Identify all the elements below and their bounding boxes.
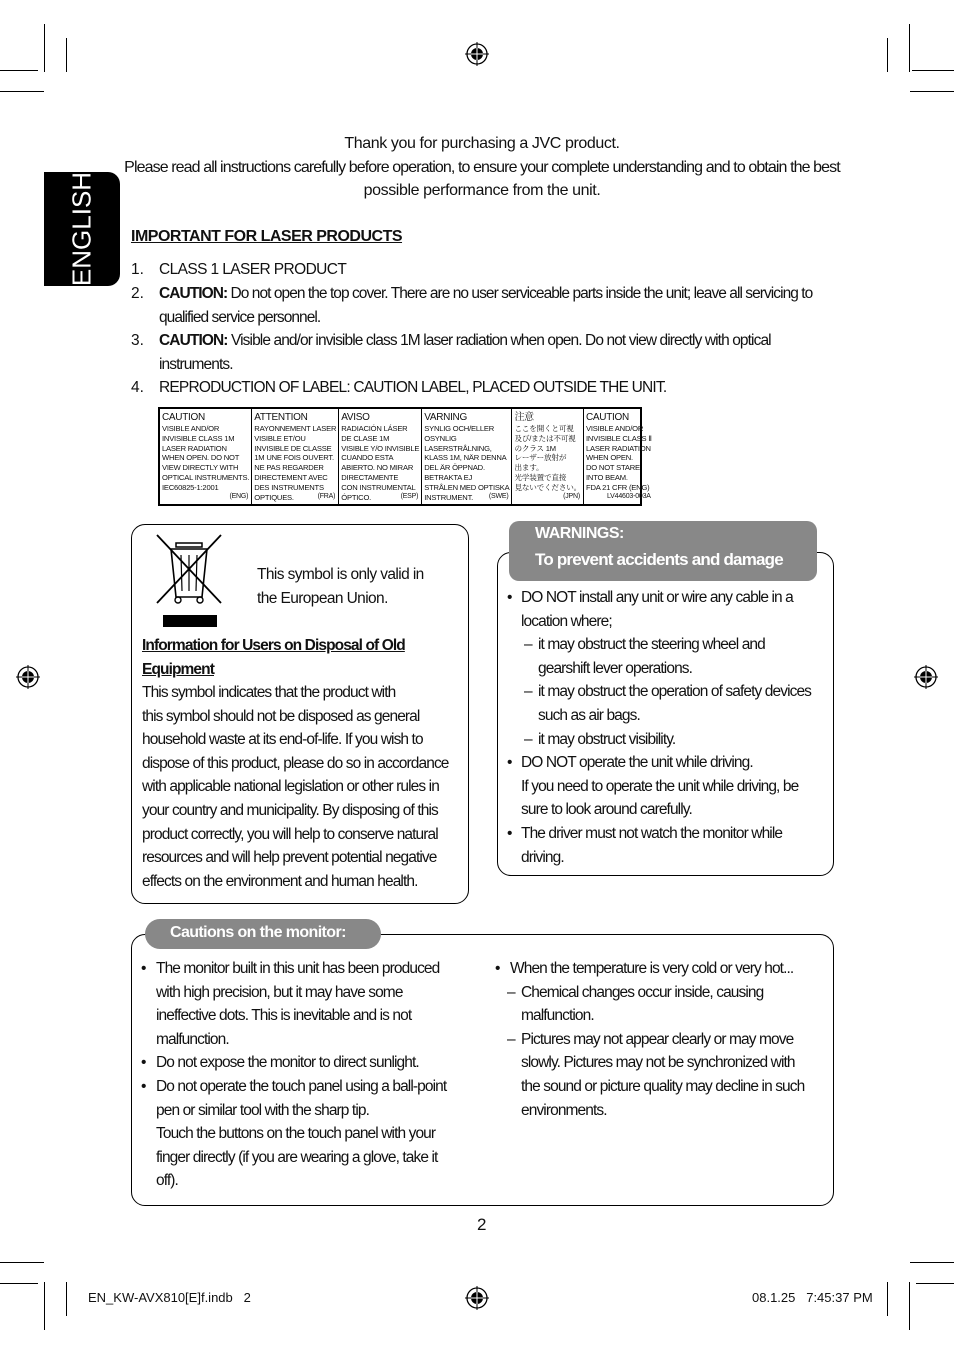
list-item-text: Pictures may not appear clearly or may move [521,1030,794,1048]
label-cell-heading: CAUTION [162,412,205,423]
crop-mark [0,70,38,71]
footer-file-info: EN_KW-AVX810[E]f.indb 2 [88,1290,251,1305]
registration-mark-icon [914,665,938,689]
crop-mark [0,1283,38,1284]
list-item-text: it may obstruct the steering wheel and [538,636,765,654]
list-item-text: the sound or picture quality may decline in such [521,1077,805,1095]
label-cell-heading: 注意 [514,412,534,423]
list-item [507,751,827,775]
label-cell-line: VISIBLE Y/O INVISIBLE [341,443,420,453]
crop-mark [916,1283,954,1284]
list-item [495,1028,825,1052]
list-item [507,610,827,634]
disposal-body [142,681,468,893]
label-cell-line: WHEN OPEN. [586,453,633,463]
list-item-text: Do not expose the monitor to direct sunlight. [156,1054,419,1072]
disposal-body-line: product correctly, you will help to conserve natural [142,825,438,843]
label-cell [422,409,512,504]
bullet-marker: • [141,960,146,977]
list-item-text: pen or similar tool with the sharp tip. [156,1101,370,1119]
list-item [141,1028,471,1052]
monitor-cautions-title: Cautions on the monitor: [170,924,346,941]
label-cell-line: RADIACIÓN LÁSER [341,424,408,433]
crop-mark [0,91,44,92]
label-cell-line: INSTRUMENT. [424,492,474,502]
label-cell-line: DES INSTRUMENTS [254,482,324,492]
bullet-marker: • [507,824,512,842]
crop-mark [44,24,45,72]
list-item-text: driving. [521,848,564,866]
laser-item-line: REPRODUCTION OF LABEL: CAUTION LABEL, PLACED OUTSIDE THE UNIT. [159,379,667,396]
label-cell-line: VISIBLE AND/OR [162,424,220,433]
label-cell-line: INVISIBLE CLASS 1M [162,433,235,443]
label-cell-line: DIRECTAMENTE [341,472,399,482]
label-cell-line: IEC60825-1:2001 [162,482,219,492]
list-item-text: When the temperature is very cold or very hot... [510,960,794,977]
label-cell-language-code: (FRA) [317,493,336,501]
crop-mark [66,38,67,72]
list-item [507,586,827,610]
label-cell-line: OSYNLIG [424,433,457,443]
intro-line: Thank you for purchasing a JVC product. [344,135,620,152]
list-item [141,1169,471,1193]
bullet-marker: • [495,960,500,977]
list-item [141,1075,471,1099]
disposal-title-line: Information for Users on Disposal of Old [142,637,405,654]
list-item [507,822,827,846]
label-cell-line: INVISIBLE CLASS Ⅱ [586,433,652,443]
label-cell-line: INVISIBLE DE CLASSE [254,443,332,453]
label-cell-heading: AVISO [341,412,370,423]
list-item [495,1051,825,1075]
dash-marker: – [524,683,533,701]
list-item-text: environments. [521,1101,607,1119]
disposal-body-line: household waste at its end-of-life. If you wish to [142,731,423,749]
list-item [141,981,471,1005]
disposal-body-line: your country and municipality. By disposing of this [142,801,438,819]
disposal-body-line: effects on the environment and human health. [142,872,418,890]
label-cell [584,409,654,504]
label-cell [252,409,339,504]
label-cell-line: 見ないでください。 [514,482,582,492]
disposal-body-line: resources and will help prevent potential negative [142,849,437,867]
label-cell-line: NE PAS REGARDER [254,463,324,473]
laser-item-number: 2. [131,285,144,302]
registration-mark-icon [465,1286,489,1310]
label-cell-line: ここを開くと可視 [514,424,574,433]
bullet-marker: • [507,754,512,772]
disposal-body-line: this symbol should not be disposed as general [142,707,420,725]
warnings-title: WARNINGS: [535,525,624,542]
list-item-text: such as air bags. [538,706,640,724]
label-cell-heading: CAUTION [586,412,629,423]
laser-item-text [159,282,939,329]
label-cell-line: WHEN OPEN. DO NOT [162,453,240,463]
laser-heading: IMPORTANT FOR LASER PRODUCTS [131,228,403,245]
list-item-text: If you need to operate the unit while driving, be [521,777,799,795]
caution-label-table [158,407,652,506]
caution-label: CAUTION: [159,285,228,302]
list-item-text: sure to look around carefully. [521,801,692,819]
label-cell-line: RAYONNEMENT LASER [254,424,337,433]
laser-item-line: qualified service personnel. [159,308,321,326]
label-cell-line: ABIERTO. NO MIRAR [341,463,414,473]
list-item-text: off). [156,1172,178,1190]
label-cell-line: SYNLIG OCH/ELLER [424,424,495,433]
list-item [141,1099,471,1123]
label-cell-heading: VARNING [424,412,467,423]
list-item [507,680,827,704]
label-cell-line: 光学装置で直接 [514,472,567,482]
list-item [141,1146,471,1170]
list-item-text: slowly. Pictures may not be synchronized with [521,1054,795,1072]
label-cell-line: 1M UNE FOIS OUVERT. [254,453,334,463]
label-cell-line: OPTICAL INSTRUMENTS. [162,472,250,482]
label-cell-line: ÓPTICO. [341,492,372,502]
label-cell-line: BETRAKTA EJ [424,472,473,482]
list-item [507,633,827,657]
label-cell [339,409,422,504]
monitor-cautions-header [145,919,381,949]
intro-text [100,132,864,203]
laser-item-text [159,376,939,400]
warnings-header [509,521,817,581]
label-cell-line: FDA 21 CFR (ENG) [586,482,650,492]
crop-mark [912,70,954,71]
crop-mark [66,1282,67,1316]
list-item [495,1099,825,1123]
list-item [141,1122,471,1146]
label-cell-line: DO NOT STARE [586,463,640,473]
laser-item-number: 4. [131,379,144,396]
label-cell-line: STRÅLEN MED OPTISKA [424,482,510,492]
crop-mark [910,91,954,92]
bullet-marker: • [141,1054,146,1072]
label-cell-line: LASER RADIATION [586,443,651,453]
list-item-text: DO NOT operate the unit while driving. [521,754,753,772]
disposal-title-line: Equipment [142,660,214,678]
list-item [141,1051,471,1075]
label-cell-line: KLASS 1M, NÄR DENNA [424,453,507,463]
disposal-body-line: This symbol indicates that the product with [142,684,396,701]
list-item-text: The driver must not watch the monitor while [521,824,783,842]
list-item-text: Chemical changes occur inside, causing [521,983,764,1001]
disposal-title [142,634,462,681]
laser-item-number: 3. [131,332,144,349]
list-item [495,981,825,1005]
label-cell-line: INTO BEAM. [586,472,628,482]
label-cell-line: CON INSTRUMENTAL [341,482,416,492]
dash-marker: – [524,636,533,654]
registration-mark-icon [465,42,489,66]
page-number: 2 [477,1215,487,1234]
label-cell [160,409,252,504]
list-item-text: ineffective dots. This is inevitable and is not [156,1007,412,1025]
registration-mark-icon [16,665,40,689]
label-cell-line: 及び/または不可視 [514,433,576,443]
label-cell-line: 出ます。 [514,463,544,473]
list-item-text: gearshift lever operations. [538,659,693,677]
list-item-text: malfunction. [156,1030,229,1048]
dash-marker: – [507,983,516,1001]
list-item [507,704,827,728]
footer-timestamp: 08.1.25 7:45:37 PM [752,1290,873,1305]
label-cell-line: OPTIQUES. [254,492,294,502]
list-item [141,957,471,981]
label-cell-line: VIEW DIRECTLY WITH [162,463,239,473]
crop-mark [44,1282,45,1330]
list-item-text: it may obstruct visibility. [538,730,676,748]
label-cell-line: レーザー放射が [514,453,567,463]
bullet-marker: • [507,589,512,606]
crop-mark [887,38,888,72]
list-item-text: The monitor built in this unit has been produced [156,960,440,977]
list-item [141,1004,471,1028]
list-item-text: location where; [521,612,612,630]
label-cell-line: DE CLASE 1M [341,433,390,443]
list-item-text: Do not operate the touch panel using a ball-point [156,1077,447,1095]
list-item [507,728,827,752]
crop-mark [909,24,910,72]
laser-item-number: 1. [131,261,144,278]
label-cell-line: LASERSTRÅLNING, [424,443,492,453]
symbol-note [257,563,457,610]
laser-item-line: CLASS 1 LASER PRODUCT [159,261,347,278]
label-cell-language-code: (SWE) [488,493,509,501]
list-item [507,798,827,822]
list-item-text: malfunction. [521,1007,594,1025]
dash-marker: – [507,1030,516,1048]
list-item [495,1004,825,1028]
list-item-text: finger directly (if you are wearing a glove, take it [156,1148,438,1166]
label-cell-line: VISIBLE AND/OR [586,424,644,433]
intro-line: possible performance from the unit. [363,182,601,199]
symbol-note-line: This symbol is only valid in [257,566,424,583]
crop-mark [0,1262,44,1263]
crop-mark [910,1262,954,1263]
crop-mark [909,1282,910,1330]
disposal-body-line: with applicable national legislation or other rules in [142,778,439,796]
label-cell-line: CUANDO ESTA [341,453,394,463]
list-item-text: with high precision, but it may have some [156,983,403,1001]
label-cell-line: DIRECTEMENT AVEC [254,472,328,482]
warnings-subtitle: To prevent accidents and damage [535,550,783,569]
symbol-note-line: the European Union. [257,589,388,607]
disposal-body-line: dispose of this product, please do so in accordance [142,754,449,772]
label-cell-language-code: (JPN) [563,493,581,501]
label-cell-language-code: LV44603-003A [606,493,651,501]
label-cell-language-code: (ESP) [400,493,419,501]
label-cell-language-code: (ENG) [229,493,249,501]
list-item [495,1075,825,1099]
label-cell-heading: ATTENTION [254,412,308,423]
monitor-cautions-left [141,957,471,1193]
label-cell-line: DEL ÄR ÖPPNAD. [424,463,485,473]
caution-label: CAUTION: [159,332,228,349]
warnings-list [507,586,827,869]
monitor-cautions-right [495,957,825,1122]
crop-mark [887,1282,888,1316]
label-cell-line: LASER RADIATION [162,443,227,453]
laser-item-line: Visible and/or invisible class 1M laser radiation when open. Do not view directly with optical [227,332,771,349]
list-item-text: Touch the buttons on the touch panel with your [156,1125,436,1143]
list-item [507,775,827,799]
list-item [507,846,827,870]
laser-item-line: instruments. [159,355,233,373]
laser-item-line: Do not open the top cover. There are no user serviceable parts inside the unit; leave all servicing to [227,285,813,302]
dash-marker: – [524,730,533,748]
laser-item-text [159,329,939,376]
list-item-text: it may obstruct the operation of safety devices [538,683,812,701]
list-item [495,957,825,981]
label-cell-line: のクラス 1M [514,443,556,453]
laser-item-text [159,258,939,282]
crossed-out-bin-icon [154,531,226,629]
intro-line: Please read all instructions carefully before operation, to ensure your complete understanding and to obtain the best [124,158,840,176]
bullet-marker: • [141,1077,146,1095]
label-cell-line: VISIBLE ET/OU [254,433,306,443]
language-tab-label: ENGLISH [66,171,97,287]
list-item-text: DO NOT install any unit or wire any cable in a [521,589,793,606]
label-cell [512,409,584,504]
list-item [507,657,827,681]
